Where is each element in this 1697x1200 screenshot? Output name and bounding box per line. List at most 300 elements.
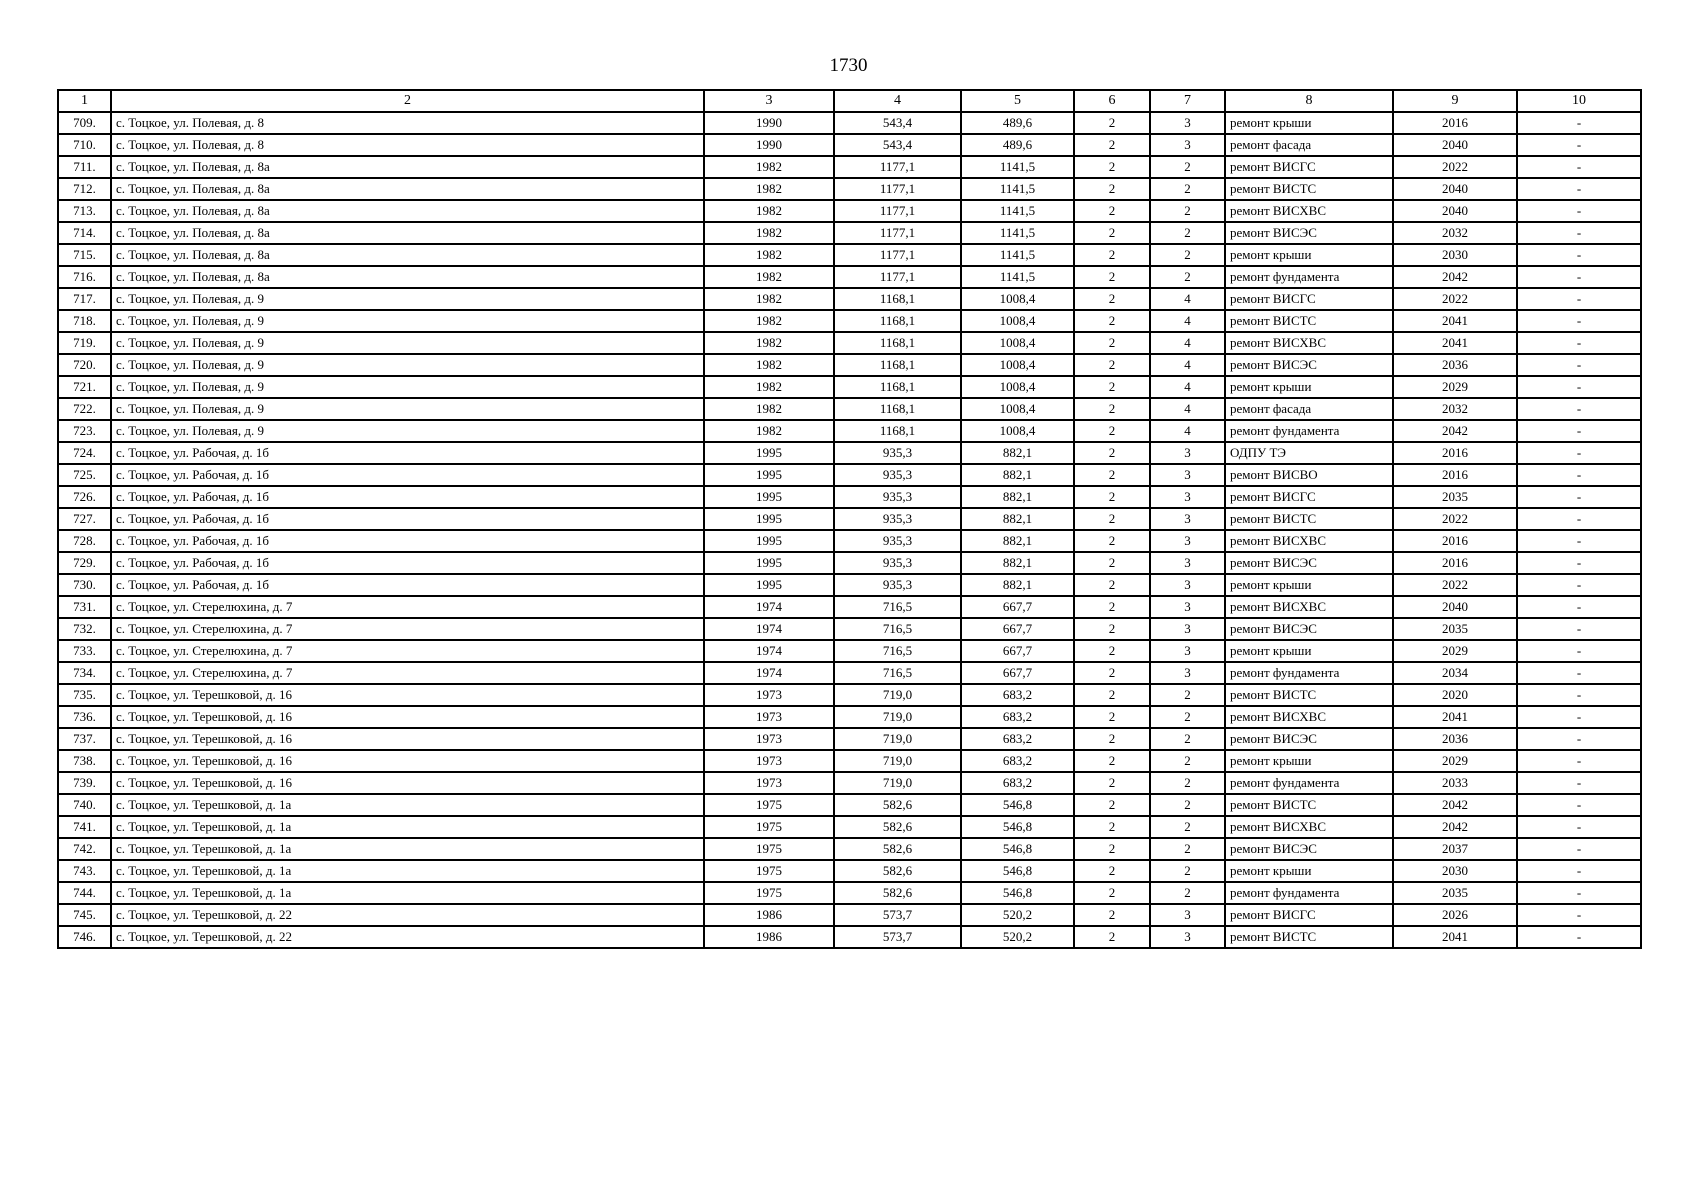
entrances-cell: 4 (1150, 288, 1225, 310)
row-number-cell: 722. (58, 398, 111, 420)
address-cell: с. Тоцкое, ул. Рабочая, д. 1б (111, 442, 704, 464)
note-cell: - (1517, 684, 1641, 706)
build-year-cell: 1995 (704, 574, 834, 596)
work-type-cell: ремонт крыши (1225, 112, 1393, 134)
table-row (58, 288, 1641, 310)
planned-year-cell: 2022 (1393, 288, 1517, 310)
total-area-cell: 719,0 (834, 706, 961, 728)
row-number-cell: 709. (58, 112, 111, 134)
living-area-cell: 1008,4 (961, 376, 1074, 398)
floors-cell: 2 (1074, 420, 1150, 442)
note-cell: - (1517, 310, 1641, 332)
address-cell: с. Тоцкое, ул. Полевая, д. 8а (111, 156, 704, 178)
living-area-cell: 882,1 (961, 486, 1074, 508)
build-year-cell: 1995 (704, 552, 834, 574)
address-cell: с. Тоцкое, ул. Стерелюхина, д. 7 (111, 618, 704, 640)
entrances-cell: 2 (1150, 882, 1225, 904)
build-year-cell: 1995 (704, 530, 834, 552)
build-year-cell: 1982 (704, 244, 834, 266)
row-number-cell: 710. (58, 134, 111, 156)
note-cell: - (1517, 464, 1641, 486)
address-cell: с. Тоцкое, ул. Терешковой, д. 16 (111, 684, 704, 706)
note-cell: - (1517, 134, 1641, 156)
floors-cell: 2 (1074, 926, 1150, 948)
note-cell: - (1517, 178, 1641, 200)
work-type-cell: ремонт крыши (1225, 376, 1393, 398)
entrances-cell: 2 (1150, 772, 1225, 794)
work-type-cell: ремонт фундамента (1225, 662, 1393, 684)
work-type-cell: ремонт ВИСТС (1225, 178, 1393, 200)
build-year-cell: 1973 (704, 750, 834, 772)
planned-year-cell: 2022 (1393, 574, 1517, 596)
floors-cell: 2 (1074, 816, 1150, 838)
entrances-cell: 2 (1150, 706, 1225, 728)
address-cell: с. Тоцкое, ул. Стерелюхина, д. 7 (111, 596, 704, 618)
address-cell: с. Тоцкое, ул. Полевая, д. 9 (111, 310, 704, 332)
note-cell: - (1517, 156, 1641, 178)
note-cell: - (1517, 552, 1641, 574)
planned-year-cell: 2040 (1393, 178, 1517, 200)
row-number-cell: 711. (58, 156, 111, 178)
total-area-cell: 543,4 (834, 134, 961, 156)
floors-cell: 2 (1074, 662, 1150, 684)
note-cell: - (1517, 398, 1641, 420)
address-cell: с. Тоцкое, ул. Рабочая, д. 1б (111, 464, 704, 486)
floors-cell: 2 (1074, 772, 1150, 794)
address-cell: с. Тоцкое, ул. Терешковой, д. 1а (111, 794, 704, 816)
floors-cell: 2 (1074, 156, 1150, 178)
work-type-cell: ОДПУ ТЭ (1225, 442, 1393, 464)
work-type-cell: ремонт фундамента (1225, 882, 1393, 904)
table-row (58, 772, 1641, 794)
table-row (58, 816, 1641, 838)
floors-cell: 2 (1074, 310, 1150, 332)
living-area-cell: 683,2 (961, 728, 1074, 750)
work-type-cell: ремонт крыши (1225, 574, 1393, 596)
work-type-cell: ремонт ВИСВО (1225, 464, 1393, 486)
address-cell: с. Тоцкое, ул. Полевая, д. 9 (111, 398, 704, 420)
floors-cell: 2 (1074, 750, 1150, 772)
build-year-cell: 1995 (704, 486, 834, 508)
work-type-cell: ремонт ВИСЭС (1225, 618, 1393, 640)
note-cell: - (1517, 574, 1641, 596)
total-area-cell: 543,4 (834, 112, 961, 134)
note-cell: - (1517, 838, 1641, 860)
table-row (58, 200, 1641, 222)
planned-year-cell: 2029 (1393, 750, 1517, 772)
total-area-cell: 1168,1 (834, 398, 961, 420)
living-area-cell: 882,1 (961, 508, 1074, 530)
build-year-cell: 1995 (704, 442, 834, 464)
build-year-cell: 1982 (704, 398, 834, 420)
build-year-cell: 1974 (704, 662, 834, 684)
note-cell: - (1517, 442, 1641, 464)
entrances-cell: 2 (1150, 794, 1225, 816)
total-area-cell: 1177,1 (834, 178, 961, 200)
build-year-cell: 1995 (704, 508, 834, 530)
note-cell: - (1517, 288, 1641, 310)
floors-cell: 2 (1074, 530, 1150, 552)
table-row (58, 926, 1641, 948)
total-area-cell: 573,7 (834, 926, 961, 948)
row-number-cell: 732. (58, 618, 111, 640)
table-row (58, 662, 1641, 684)
note-cell: - (1517, 332, 1641, 354)
row-number-cell: 741. (58, 816, 111, 838)
build-year-cell: 1975 (704, 860, 834, 882)
floors-cell: 2 (1074, 354, 1150, 376)
table-row (58, 750, 1641, 772)
build-year-cell: 1986 (704, 926, 834, 948)
total-area-cell: 582,6 (834, 838, 961, 860)
table-row (58, 860, 1641, 882)
floors-cell: 2 (1074, 486, 1150, 508)
work-type-cell: ремонт ВИСЭС (1225, 552, 1393, 574)
table-row (58, 640, 1641, 662)
build-year-cell: 1995 (704, 464, 834, 486)
planned-year-cell: 2034 (1393, 662, 1517, 684)
floors-cell: 2 (1074, 574, 1150, 596)
planned-year-cell: 2035 (1393, 882, 1517, 904)
build-year-cell: 1982 (704, 266, 834, 288)
note-cell: - (1517, 354, 1641, 376)
living-area-cell: 667,7 (961, 640, 1074, 662)
floors-cell: 2 (1074, 398, 1150, 420)
planned-year-cell: 2016 (1393, 442, 1517, 464)
floors-cell: 2 (1074, 222, 1150, 244)
planned-year-cell: 2032 (1393, 398, 1517, 420)
living-area-cell: 683,2 (961, 684, 1074, 706)
address-cell: с. Тоцкое, ул. Полевая, д. 9 (111, 420, 704, 442)
floors-cell: 2 (1074, 838, 1150, 860)
row-number-cell: 737. (58, 728, 111, 750)
work-type-cell: ремонт ВИСЭС (1225, 838, 1393, 860)
note-cell: - (1517, 640, 1641, 662)
row-number-cell: 720. (58, 354, 111, 376)
total-area-cell: 1177,1 (834, 266, 961, 288)
row-number-cell: 724. (58, 442, 111, 464)
entrances-cell: 4 (1150, 310, 1225, 332)
row-number-cell: 735. (58, 684, 111, 706)
entrances-cell: 2 (1150, 244, 1225, 266)
entrances-cell: 3 (1150, 508, 1225, 530)
address-cell: с. Тоцкое, ул. Полевая, д. 8а (111, 244, 704, 266)
entrances-cell: 3 (1150, 530, 1225, 552)
build-year-cell: 1982 (704, 354, 834, 376)
planned-year-cell: 2041 (1393, 310, 1517, 332)
floors-cell: 2 (1074, 112, 1150, 134)
work-type-cell: ремонт фундамента (1225, 266, 1393, 288)
row-number-cell: 744. (58, 882, 111, 904)
address-cell: с. Тоцкое, ул. Стерелюхина, д. 7 (111, 662, 704, 684)
work-type-cell: ремонт фасада (1225, 134, 1393, 156)
total-area-cell: 1177,1 (834, 244, 961, 266)
work-type-cell: ремонт ВИСГС (1225, 486, 1393, 508)
entrances-cell: 3 (1150, 112, 1225, 134)
work-type-cell: ремонт ВИСТС (1225, 684, 1393, 706)
total-area-cell: 719,0 (834, 728, 961, 750)
total-area-cell: 716,5 (834, 596, 961, 618)
planned-year-cell: 2035 (1393, 618, 1517, 640)
table-row (58, 354, 1641, 376)
living-area-cell: 683,2 (961, 772, 1074, 794)
table-row (58, 266, 1641, 288)
planned-year-cell: 2026 (1393, 904, 1517, 926)
column-header: 8 (1225, 90, 1393, 112)
table-row (58, 376, 1641, 398)
table-row (58, 244, 1641, 266)
row-number-cell: 712. (58, 178, 111, 200)
build-year-cell: 1973 (704, 728, 834, 750)
column-header: 3 (704, 90, 834, 112)
work-type-cell: ремонт ВИСТС (1225, 310, 1393, 332)
column-header: 1 (58, 90, 111, 112)
entrances-cell: 2 (1150, 266, 1225, 288)
note-cell: - (1517, 200, 1641, 222)
total-area-cell: 1168,1 (834, 332, 961, 354)
table-row (58, 398, 1641, 420)
build-year-cell: 1974 (704, 618, 834, 640)
build-year-cell: 1982 (704, 222, 834, 244)
column-header: 4 (834, 90, 961, 112)
build-year-cell: 1975 (704, 794, 834, 816)
note-cell: - (1517, 860, 1641, 882)
build-year-cell: 1990 (704, 134, 834, 156)
row-number-cell: 739. (58, 772, 111, 794)
row-number-cell: 717. (58, 288, 111, 310)
living-area-cell: 1141,5 (961, 156, 1074, 178)
table-row (58, 310, 1641, 332)
entrances-cell: 2 (1150, 860, 1225, 882)
build-year-cell: 1973 (704, 772, 834, 794)
table-row (58, 134, 1641, 156)
planned-year-cell: 2030 (1393, 860, 1517, 882)
floors-cell: 2 (1074, 178, 1150, 200)
table-row (58, 882, 1641, 904)
floors-cell: 2 (1074, 134, 1150, 156)
living-area-cell: 667,7 (961, 618, 1074, 640)
living-area-cell: 882,1 (961, 552, 1074, 574)
work-type-cell: ремонт ВИСГС (1225, 288, 1393, 310)
planned-year-cell: 2042 (1393, 794, 1517, 816)
living-area-cell: 1008,4 (961, 398, 1074, 420)
table-row (58, 838, 1641, 860)
address-cell: с. Тоцкое, ул. Полевая, д. 9 (111, 332, 704, 354)
address-cell: с. Тоцкое, ул. Полевая, д. 8а (111, 266, 704, 288)
total-area-cell: 573,7 (834, 904, 961, 926)
living-area-cell: 667,7 (961, 596, 1074, 618)
row-number-cell: 730. (58, 574, 111, 596)
total-area-cell: 582,6 (834, 882, 961, 904)
table-row (58, 486, 1641, 508)
living-area-cell: 683,2 (961, 706, 1074, 728)
address-cell: с. Тоцкое, ул. Терешковой, д. 16 (111, 750, 704, 772)
row-number-cell: 723. (58, 420, 111, 442)
entrances-cell: 2 (1150, 178, 1225, 200)
floors-cell: 2 (1074, 376, 1150, 398)
living-area-cell: 882,1 (961, 574, 1074, 596)
table-row (58, 794, 1641, 816)
table-row (58, 420, 1641, 442)
planned-year-cell: 2016 (1393, 112, 1517, 134)
entrances-cell: 2 (1150, 750, 1225, 772)
total-area-cell: 582,6 (834, 860, 961, 882)
work-type-cell: ремонт ВИСХВС (1225, 816, 1393, 838)
work-type-cell: ремонт ВИСХВС (1225, 332, 1393, 354)
address-cell: с. Тоцкое, ул. Полевая, д. 8а (111, 178, 704, 200)
floors-cell: 2 (1074, 706, 1150, 728)
living-area-cell: 683,2 (961, 750, 1074, 772)
row-number-cell: 726. (58, 486, 111, 508)
planned-year-cell: 2033 (1393, 772, 1517, 794)
living-area-cell: 1008,4 (961, 310, 1074, 332)
living-area-cell: 1008,4 (961, 288, 1074, 310)
entrances-cell: 3 (1150, 904, 1225, 926)
total-area-cell: 935,3 (834, 442, 961, 464)
row-number-cell: 733. (58, 640, 111, 662)
work-type-cell: ремонт ВИСГС (1225, 904, 1393, 926)
floors-cell: 2 (1074, 882, 1150, 904)
entrances-cell: 4 (1150, 354, 1225, 376)
work-type-cell: ремонт ВИСХВС (1225, 706, 1393, 728)
note-cell: - (1517, 266, 1641, 288)
work-type-cell: ремонт ВИСЭС (1225, 354, 1393, 376)
floors-cell: 2 (1074, 288, 1150, 310)
note-cell: - (1517, 244, 1641, 266)
row-number-cell: 713. (58, 200, 111, 222)
planned-year-cell: 2016 (1393, 464, 1517, 486)
floors-cell: 2 (1074, 266, 1150, 288)
address-cell: с. Тоцкое, ул. Полевая, д. 8а (111, 222, 704, 244)
table-row (58, 904, 1641, 926)
total-area-cell: 935,3 (834, 486, 961, 508)
planned-year-cell: 2041 (1393, 926, 1517, 948)
column-header: 2 (111, 90, 704, 112)
entrances-cell: 2 (1150, 728, 1225, 750)
address-cell: с. Тоцкое, ул. Полевая, д. 8 (111, 134, 704, 156)
living-area-cell: 546,8 (961, 860, 1074, 882)
address-cell: с. Тоцкое, ул. Рабочая, д. 1б (111, 486, 704, 508)
address-cell: с. Тоцкое, ул. Рабочая, д. 1б (111, 552, 704, 574)
note-cell: - (1517, 112, 1641, 134)
build-year-cell: 1990 (704, 112, 834, 134)
build-year-cell: 1974 (704, 596, 834, 618)
entrances-cell: 3 (1150, 596, 1225, 618)
address-cell: с. Тоцкое, ул. Полевая, д. 8а (111, 200, 704, 222)
work-type-cell: ремонт ВИСЭС (1225, 728, 1393, 750)
row-number-cell: 746. (58, 926, 111, 948)
table-row (58, 530, 1641, 552)
note-cell: - (1517, 596, 1641, 618)
header-row (58, 90, 1641, 112)
build-year-cell: 1986 (704, 904, 834, 926)
living-area-cell: 1141,5 (961, 178, 1074, 200)
total-area-cell: 1168,1 (834, 354, 961, 376)
entrances-cell: 3 (1150, 134, 1225, 156)
total-area-cell: 719,0 (834, 750, 961, 772)
total-area-cell: 582,6 (834, 794, 961, 816)
living-area-cell: 667,7 (961, 662, 1074, 684)
planned-year-cell: 2042 (1393, 266, 1517, 288)
total-area-cell: 935,3 (834, 464, 961, 486)
floors-cell: 2 (1074, 244, 1150, 266)
planned-year-cell: 2035 (1393, 486, 1517, 508)
row-number-cell: 729. (58, 552, 111, 574)
total-area-cell: 582,6 (834, 816, 961, 838)
living-area-cell: 1141,5 (961, 222, 1074, 244)
work-type-cell: ремонт ВИСТС (1225, 508, 1393, 530)
address-cell: с. Тоцкое, ул. Терешковой, д. 16 (111, 728, 704, 750)
total-area-cell: 935,3 (834, 552, 961, 574)
table-row (58, 728, 1641, 750)
total-area-cell: 1177,1 (834, 200, 961, 222)
planned-year-cell: 2036 (1393, 354, 1517, 376)
row-number-cell: 736. (58, 706, 111, 728)
build-year-cell: 1982 (704, 200, 834, 222)
planned-year-cell: 2040 (1393, 134, 1517, 156)
entrances-cell: 3 (1150, 486, 1225, 508)
living-area-cell: 1008,4 (961, 354, 1074, 376)
build-year-cell: 1975 (704, 838, 834, 860)
floors-cell: 2 (1074, 904, 1150, 926)
floors-cell: 2 (1074, 728, 1150, 750)
table-row (58, 684, 1641, 706)
living-area-cell: 1008,4 (961, 420, 1074, 442)
note-cell: - (1517, 750, 1641, 772)
living-area-cell: 546,8 (961, 838, 1074, 860)
total-area-cell: 1168,1 (834, 310, 961, 332)
total-area-cell: 1168,1 (834, 288, 961, 310)
entrances-cell: 3 (1150, 442, 1225, 464)
living-area-cell: 546,8 (961, 794, 1074, 816)
work-type-cell: ремонт крыши (1225, 860, 1393, 882)
table-row (58, 178, 1641, 200)
planned-year-cell: 2030 (1393, 244, 1517, 266)
note-cell: - (1517, 662, 1641, 684)
planned-year-cell: 2016 (1393, 530, 1517, 552)
planned-year-cell: 2022 (1393, 156, 1517, 178)
note-cell: - (1517, 530, 1641, 552)
address-cell: с. Тоцкое, ул. Терешковой, д. 16 (111, 706, 704, 728)
note-cell: - (1517, 486, 1641, 508)
total-area-cell: 1177,1 (834, 156, 961, 178)
floors-cell: 2 (1074, 508, 1150, 530)
entrances-cell: 3 (1150, 926, 1225, 948)
row-number-cell: 716. (58, 266, 111, 288)
address-cell: с. Тоцкое, ул. Стерелюхина, д. 7 (111, 640, 704, 662)
address-cell: с. Тоцкое, ул. Терешковой, д. 22 (111, 904, 704, 926)
table-row (58, 596, 1641, 618)
work-type-cell: ремонт фасада (1225, 398, 1393, 420)
row-number-cell: 734. (58, 662, 111, 684)
planned-year-cell: 2041 (1393, 706, 1517, 728)
total-area-cell: 1168,1 (834, 420, 961, 442)
total-area-cell: 716,5 (834, 662, 961, 684)
table-row (58, 706, 1641, 728)
floors-cell: 2 (1074, 618, 1150, 640)
address-cell: с. Тоцкое, ул. Полевая, д. 9 (111, 354, 704, 376)
entrances-cell: 4 (1150, 420, 1225, 442)
build-year-cell: 1975 (704, 882, 834, 904)
address-cell: с. Тоцкое, ул. Терешковой, д. 22 (111, 926, 704, 948)
note-cell: - (1517, 926, 1641, 948)
total-area-cell: 935,3 (834, 574, 961, 596)
entrances-cell: 2 (1150, 684, 1225, 706)
living-area-cell: 546,8 (961, 816, 1074, 838)
address-cell: с. Тоцкое, ул. Терешковой, д. 1а (111, 816, 704, 838)
column-header: 9 (1393, 90, 1517, 112)
build-year-cell: 1982 (704, 420, 834, 442)
